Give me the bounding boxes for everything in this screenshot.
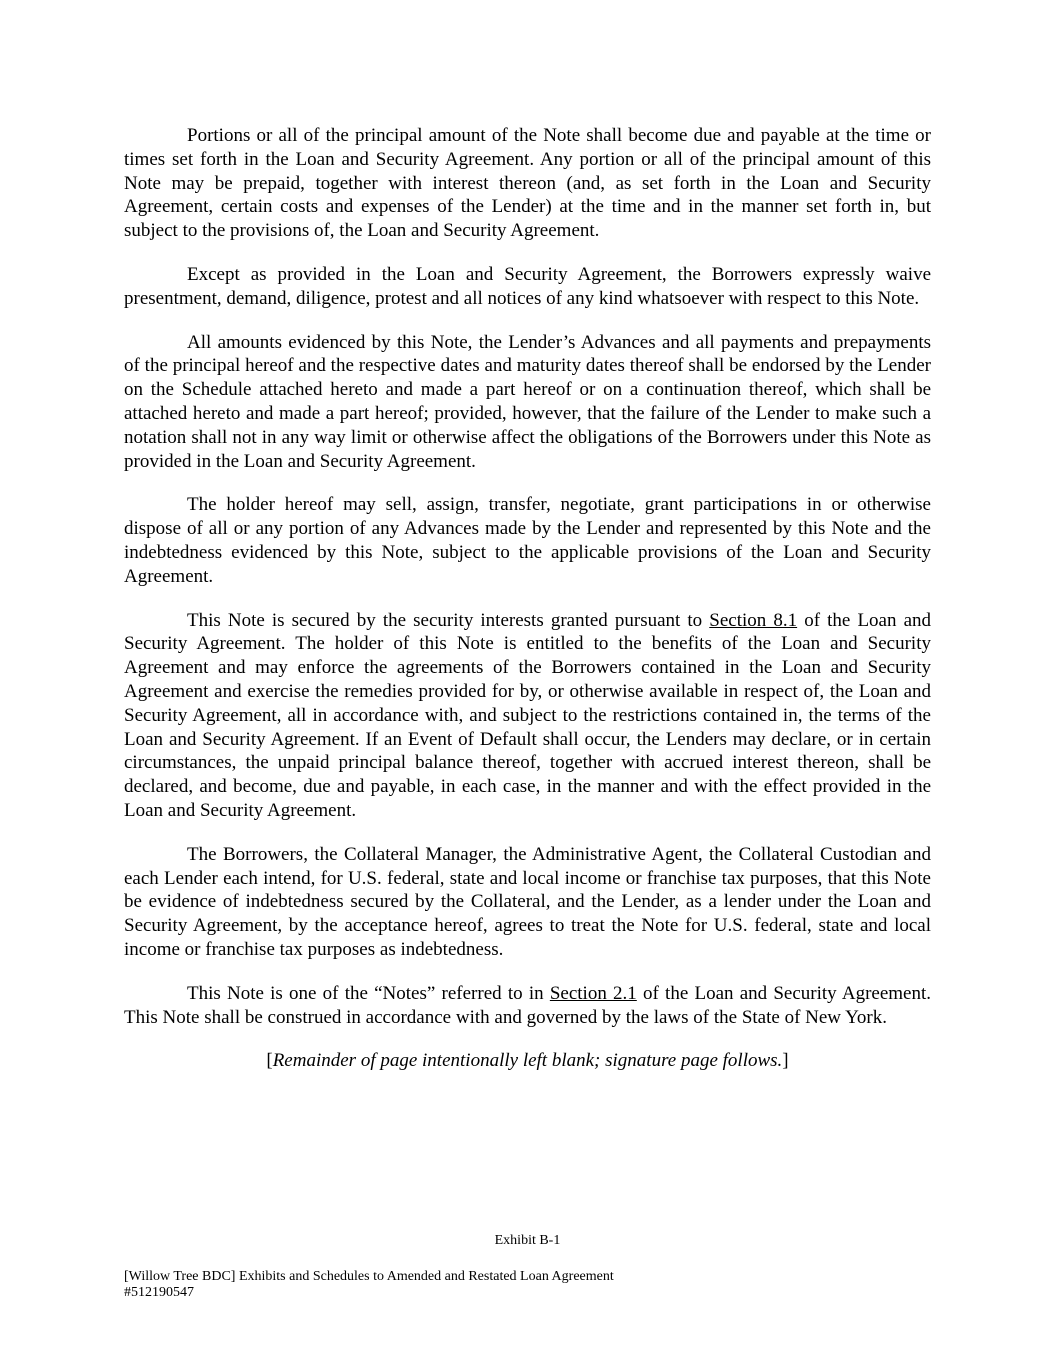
paragraph-waiver: Except as provided in the Loan and Security Agreement, the Borrowers expressly waive presentment, demand, diligence, protest and all notices of any kind whatsoever with respect to this Note. [124,263,931,309]
section-8-1-reference: Section 8.1 [709,609,798,631]
document-title: [Willow Tree BDC] Exhibits and Schedules to Amended and Restated Loan Agreement [124,1269,614,1284]
section-2-1-reference: Section 2.1 [549,982,637,1004]
remainder-note-open-bracket: [ [266,1050,273,1072]
document-number: #512190547 [124,1285,194,1300]
remainder-note [124,1049,931,1073]
exhibit-label: Exhibit B-1 [494,1233,561,1248]
remainder-note-close-bracket: ] [782,1050,789,1072]
paragraph-assignment: The holder hereof may sell, assign, transfer, negotiate, grant participations in or otherwise dispose of all or any portion of any Advances made by the Lender and represented by this Note and the indebtedness evidenced by this Note, subject to the applicable provisions of the Loan and Security Agreement. [124,494,931,587]
paragraph-security [124,609,931,823]
paragraph-governing-law-text-before: This Note is one of the “Notes” referred to in [187,982,550,1004]
document-body [124,124,931,1073]
paragraph-tax-treatment: The Borrowers, the Collateral Manager, the Administrative Agent, the Collateral Custodian and each Lender each intend, for U.S. federal, state and local income or franchise tax purposes, that this Note be evidence of indebtedness secured by the Collateral, and the Lender, as a lender under the Loan and Security Agreement, by the acceptance hereof, agrees to treat the Note for U.S. federal, state and local income or franchise tax purposes as indebtedness. [124,843,931,960]
paragraph-principal-payment: Portions or all of the principal amount of the Note shall become due and payable at the time or times set forth in the Loan and Security Agreement. Any portion or all of the principal amount of this Note may be prepaid, together with interest thereon (and, as set forth in the Loan and Security Agreement, certain costs and expenses of the Lender) at the time and in the manner set forth in, but subject to the provisions of, the Loan and Security Agreement. [124,125,931,242]
paragraph-governing-law-text-after: of the Loan and Security Agreement. This Note shall be construed in accordance with and governed by the laws of the State of New York. [124,982,932,1028]
paragraph-endorsement: All amounts evidenced by this Note, the Lender’s Advances and all payments and prepayments of the principal hereof and the respective dates and maturity dates thereof shall be endorsed by the Lender on the Schedule attached hereto and made a part hereof or on a continuation thereof, which shall be attached hereto and made a part hereof; provided, however, that the failure of the Lender to make such a notation shall not in any way limit or otherwise affect the obligations of the Borrowers under this Note as provided in the Loan and Security Agreement. [124,331,931,472]
paragraph-governing-law [124,982,931,1030]
paragraph-security-text-after: of the Loan and Security Agreement. The holder of this Note is entitled to the benefits of the Loan and Security Agreement and may enforce the agreements of the Borrowers contained in the Loan and Security Agreement and exercise the remedies provided for by, or otherwise available in respect of, the Loan and Security Agreement, all in accordance with, and subject to the restrictions contained in, the terms of the Loan and Security Agreement. If an Event of Default shall occur, the Lenders may declare, or in certain circumstances, the unpaid principal balance thereof, together with accrued interest thereon, shall be declared, and become, due and payable, in each case, in the manner and with the effect provided in the Loan and Security Agreement. [124,609,932,821]
footer-meta [124,1269,614,1301]
paragraph-security-text-before: This Note is secured by the security interests granted pursuant to [187,609,710,631]
remainder-note-text: Remainder of page intentionally left blank; signature page follows. [272,1050,783,1072]
